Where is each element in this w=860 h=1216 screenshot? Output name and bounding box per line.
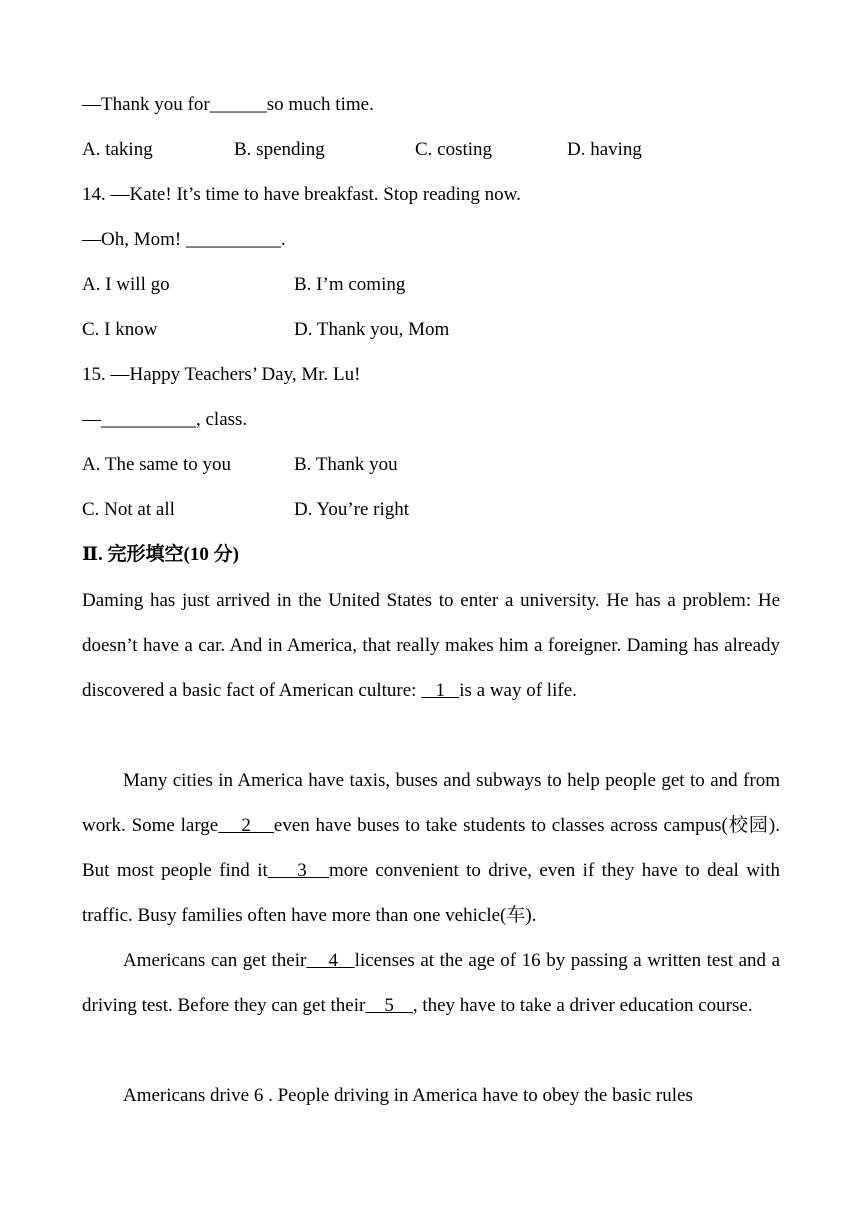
q13-option-c: C. costing bbox=[415, 139, 493, 160]
q13-stem: —Thank you for______so much time. bbox=[82, 94, 374, 115]
q15-option-c: C. Not at all bbox=[82, 499, 175, 520]
passage-paragraph-2 bbox=[82, 758, 780, 938]
q14-option-d: D. Thank you, Mom bbox=[294, 319, 450, 340]
q14-option-b: B. I’m coming bbox=[294, 274, 406, 295]
passage-text: even have buses to take students to classes across campus(校园). But most people find it bbox=[82, 815, 780, 881]
q14-option-c: C. I know bbox=[82, 319, 158, 340]
passage-paragraph-1 bbox=[82, 578, 780, 713]
passage-text: licenses at the age of 16 by passing a written test and a driving test. Before they can get their bbox=[82, 950, 780, 1016]
q13-option-a: A. taking bbox=[82, 139, 153, 160]
blank-3: 3 bbox=[267, 860, 329, 881]
section-heading: Ⅱ. 完形填空(10 分) bbox=[82, 544, 239, 565]
passage-paragraph-4 bbox=[82, 1073, 780, 1118]
q14-option-a: A. I will go bbox=[82, 274, 170, 295]
q15-option-a: A. The same to you bbox=[82, 454, 231, 475]
passage-text: more convenient to drive, even if they have to deal with traffic. Busy families often have more than one vehicle(车). bbox=[82, 860, 780, 926]
blank-1: 1 bbox=[421, 680, 460, 701]
q13-option-d: D. having bbox=[567, 139, 642, 160]
q14-reply: —Oh, Mom! __________. bbox=[82, 229, 286, 250]
q14-stem: 14. —Kate! It’s time to have breakfast. Stop reading now. bbox=[82, 184, 521, 205]
passage-text: Americans can get their bbox=[123, 950, 307, 971]
passage-text: Americans drive bbox=[123, 1085, 254, 1106]
q15-option-b: B. Thank you bbox=[294, 454, 398, 475]
q15-option-d: D. You’re right bbox=[294, 499, 410, 520]
passage-text: Daming has just arrived in the United States to enter a university. He has a problem: He doesn’t have a car. And in America, that really makes him a foreigner. Daming has already discovered a basic fact of American culture: bbox=[82, 590, 780, 701]
q15-reply: —__________, class. bbox=[82, 409, 248, 430]
passage-paragraph-3 bbox=[82, 938, 780, 1028]
blank-4: 4 bbox=[306, 950, 355, 971]
blank-5: 5 bbox=[365, 995, 413, 1016]
passage-text: is a way of life. bbox=[459, 680, 577, 701]
passage-text: , they have to take a driver education course. bbox=[412, 995, 753, 1016]
blank-2: 2 bbox=[218, 815, 274, 836]
blank-6: 6 bbox=[253, 1085, 264, 1106]
passage-text: . People driving in America have to obey the basic rules bbox=[263, 1085, 693, 1106]
passage-text: Many cities in America have taxis, buses and subways to help people get to and from work. Some large bbox=[82, 770, 780, 836]
q13-option-b: B. spending bbox=[234, 139, 325, 160]
q15-stem: 15. —Happy Teachers’ Day, Mr. Lu! bbox=[82, 364, 361, 385]
